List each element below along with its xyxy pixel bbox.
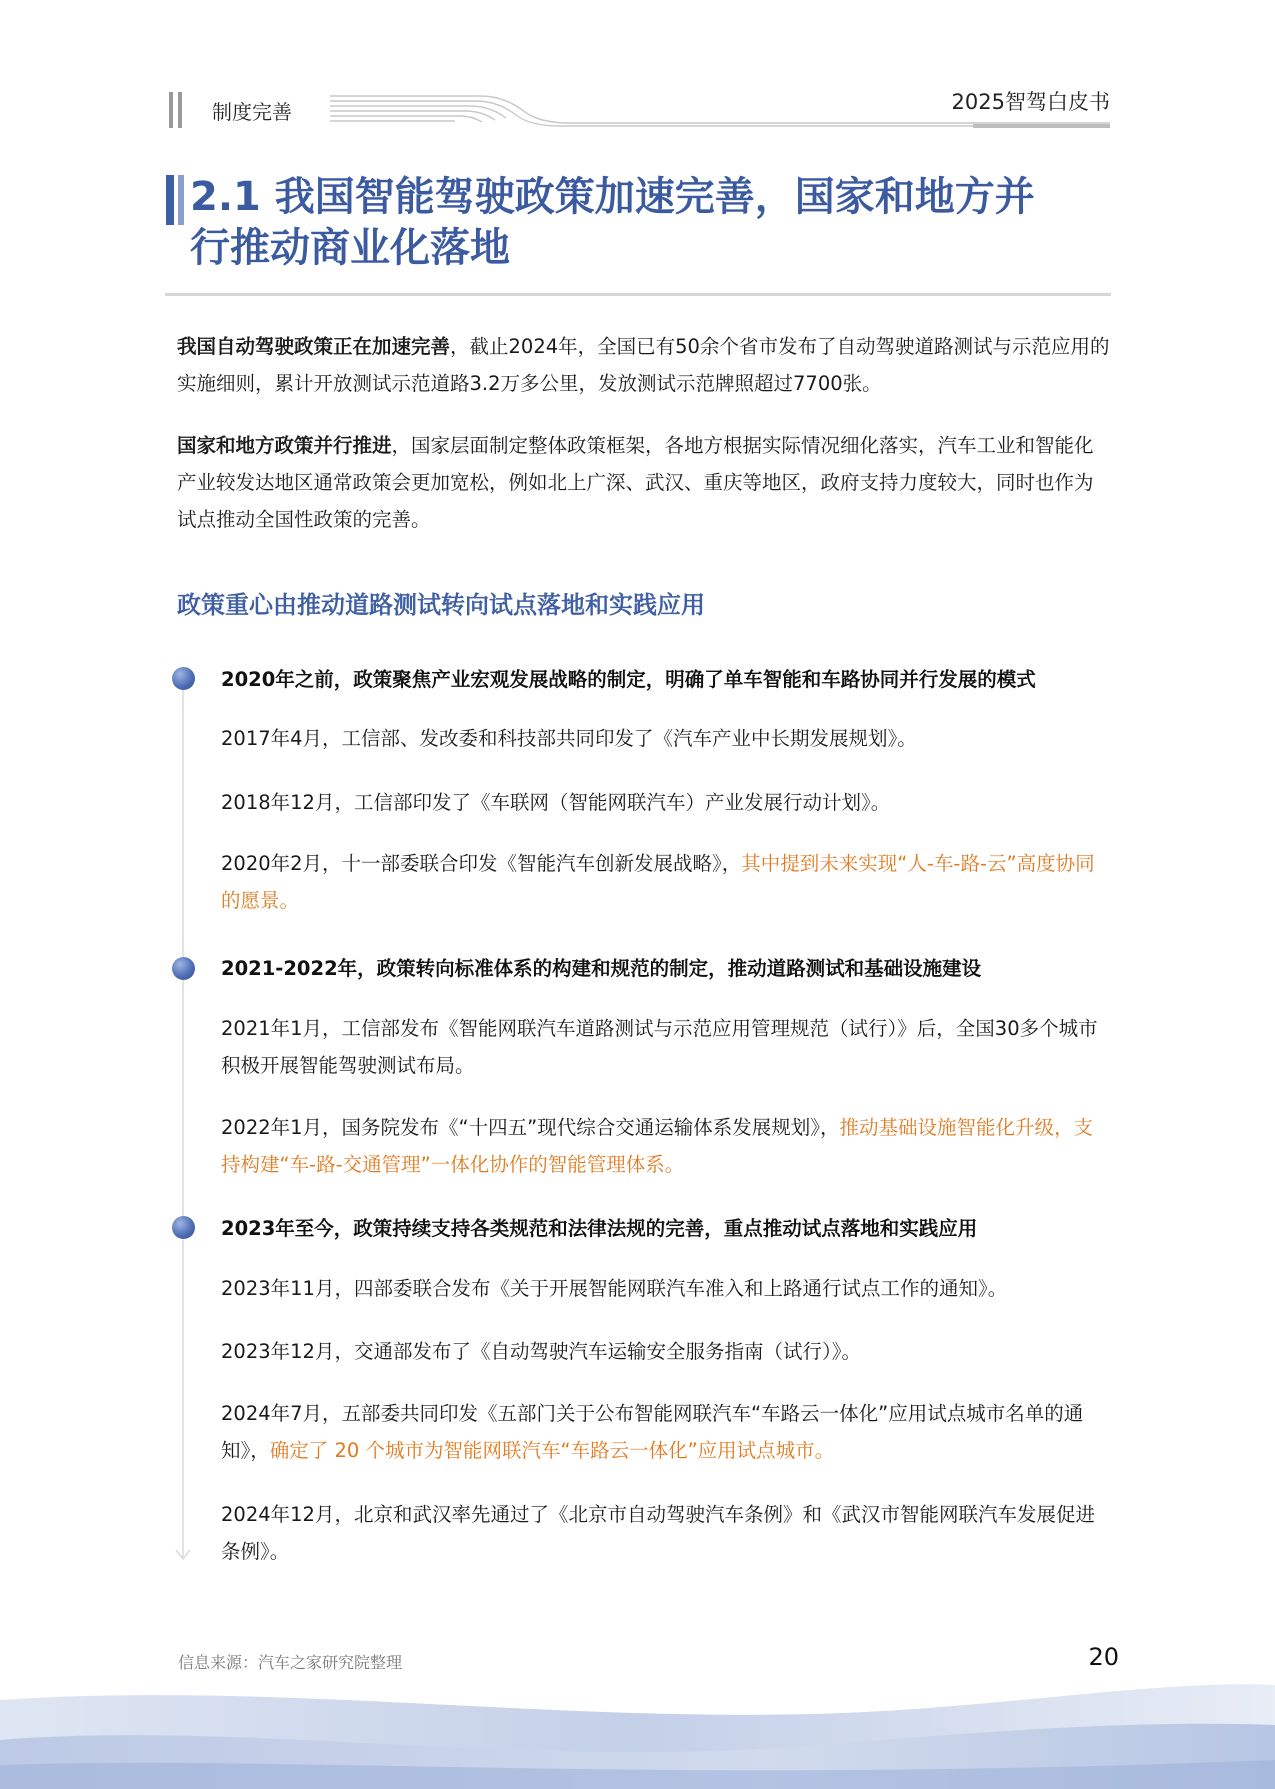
intro-paragraph-1 xyxy=(177,328,1112,402)
timeline-item: 2023年12月，交通部发布了《自动驾驶汽车运输安全服务指南（试行）》。 xyxy=(221,1340,861,1363)
header-bars xyxy=(169,92,183,128)
heading-accent-bar-light xyxy=(178,175,184,225)
timeline-item: 2018年12月，工信部印发了《车联网（智能网联汽车）产业发展行动计划》。 xyxy=(221,791,891,814)
timeline-item-text: 2022年1月，国务院发布《“十四五”现代综合交通运输体系发展规划》， xyxy=(221,1116,840,1139)
page-title xyxy=(190,172,1090,274)
intro-paragraph-2 xyxy=(177,427,1112,538)
timeline-item xyxy=(221,845,1111,919)
page-title-line1: 2.1 我国智能驾驶政策加速完善，国家和地方并 xyxy=(190,174,1035,220)
timeline-item: 2017年4月，工信部、发改委和科技部共同印发了《汽车产业中长期发展规划》。 xyxy=(221,727,917,750)
paragraph-lead: 国家和地方政策并行推进 xyxy=(177,434,392,457)
timeline-phase-title: 2020年之前，政策聚焦产业宏观发展战略的制定，明确了单车智能和车路协同并行发展的模式 xyxy=(221,668,1036,691)
timeline-line xyxy=(182,688,184,1558)
timeline-item: 2021年1月，工信部发布《智能网联汽车道路测试与示范应用管理规范（试行）》后，全国30多个城市积极开展智能驾驶测试布局。 xyxy=(221,1017,1098,1077)
paragraph-lead: 我国自动驾驶政策正在加速完善 xyxy=(177,335,451,358)
header-section-label: 制度完善 xyxy=(212,100,292,124)
report-title: 2025智驾白皮书 xyxy=(951,90,1110,114)
timeline-item-highlight: 其中提到未来实现“人-车-路-云”高度协同的愿景。 xyxy=(221,852,1095,912)
page-title-line2: 行推动商业化落地 xyxy=(190,225,510,271)
heading-divider xyxy=(165,293,1111,296)
timeline-item-highlight: 推动基础设施智能化升级，支持构建“车-路-交通管理”一体化协作的智能管理体系。 xyxy=(221,1116,1094,1176)
source-note: 信息来源：汽车之家研究院整理 xyxy=(178,1653,403,1672)
paragraph-text: ，国家层面制定整体政策框架，各地方根据实际情况细化落实，汽车工业和智能化产业较发达地区通常政策会更加宽松，例如北上广深、武汉、重庆等地区，政府支持力度较大，同时也作为试点推动全国性政策的完善。 xyxy=(177,434,1094,531)
page-number: 20 xyxy=(1088,1643,1119,1671)
timeline-phase-title: 2023年至今，政策持续支持各类规范和法律法规的完善，重点推动试点落地和实践应用 xyxy=(221,1217,978,1240)
footer-wave-decoration xyxy=(0,1660,1275,1789)
timeline-dot xyxy=(172,1216,195,1239)
timeline-arrow-icon xyxy=(174,1548,192,1562)
timeline-item xyxy=(221,1109,1111,1183)
timeline-item-text: 2024年7月，五部委共同印发《五部门关于公布智能网联汽车“车路云一体化”应用试点城市名单的通知》， xyxy=(221,1402,1084,1462)
timeline-dot xyxy=(172,667,195,690)
timeline-item: 2023年11月，四部委联合发布《关于开展智能网联汽车准入和上路通行试点工作的通知》。 xyxy=(221,1277,1008,1300)
timeline-dot xyxy=(172,957,195,980)
paragraph-text: ，截止2024年，全国已有50余个省市发布了自动驾驶道路测试与示范应用的实施细则，累计开放测试示范道路3.2万多公里，发放测试示范牌照超过7700张。 xyxy=(177,335,1110,395)
timeline-item-text: 2020年2月，十一部委联合印发《智能汽车创新发展战略》， xyxy=(221,852,742,875)
timeline-phase-title: 2021-2022年，政策转向标准体系的构建和规范的制定，推动道路测试和基础设施建设 xyxy=(221,957,982,980)
heading-accent-bar xyxy=(166,175,174,225)
timeline-item-highlight: 确定了 20 个城市为智能网联汽车“车路云一体化”应用试点城市。 xyxy=(269,1439,835,1462)
section-subheading: 政策重心由推动道路测试转向试点落地和实践应用 xyxy=(177,591,705,619)
timeline-item: 2024年12月，北京和武汉率先通过了《北京市自动驾驶汽车条例》和《武汉市智能网联汽车发展促进条例》。 xyxy=(221,1503,1095,1563)
timeline-item xyxy=(221,1395,1111,1469)
